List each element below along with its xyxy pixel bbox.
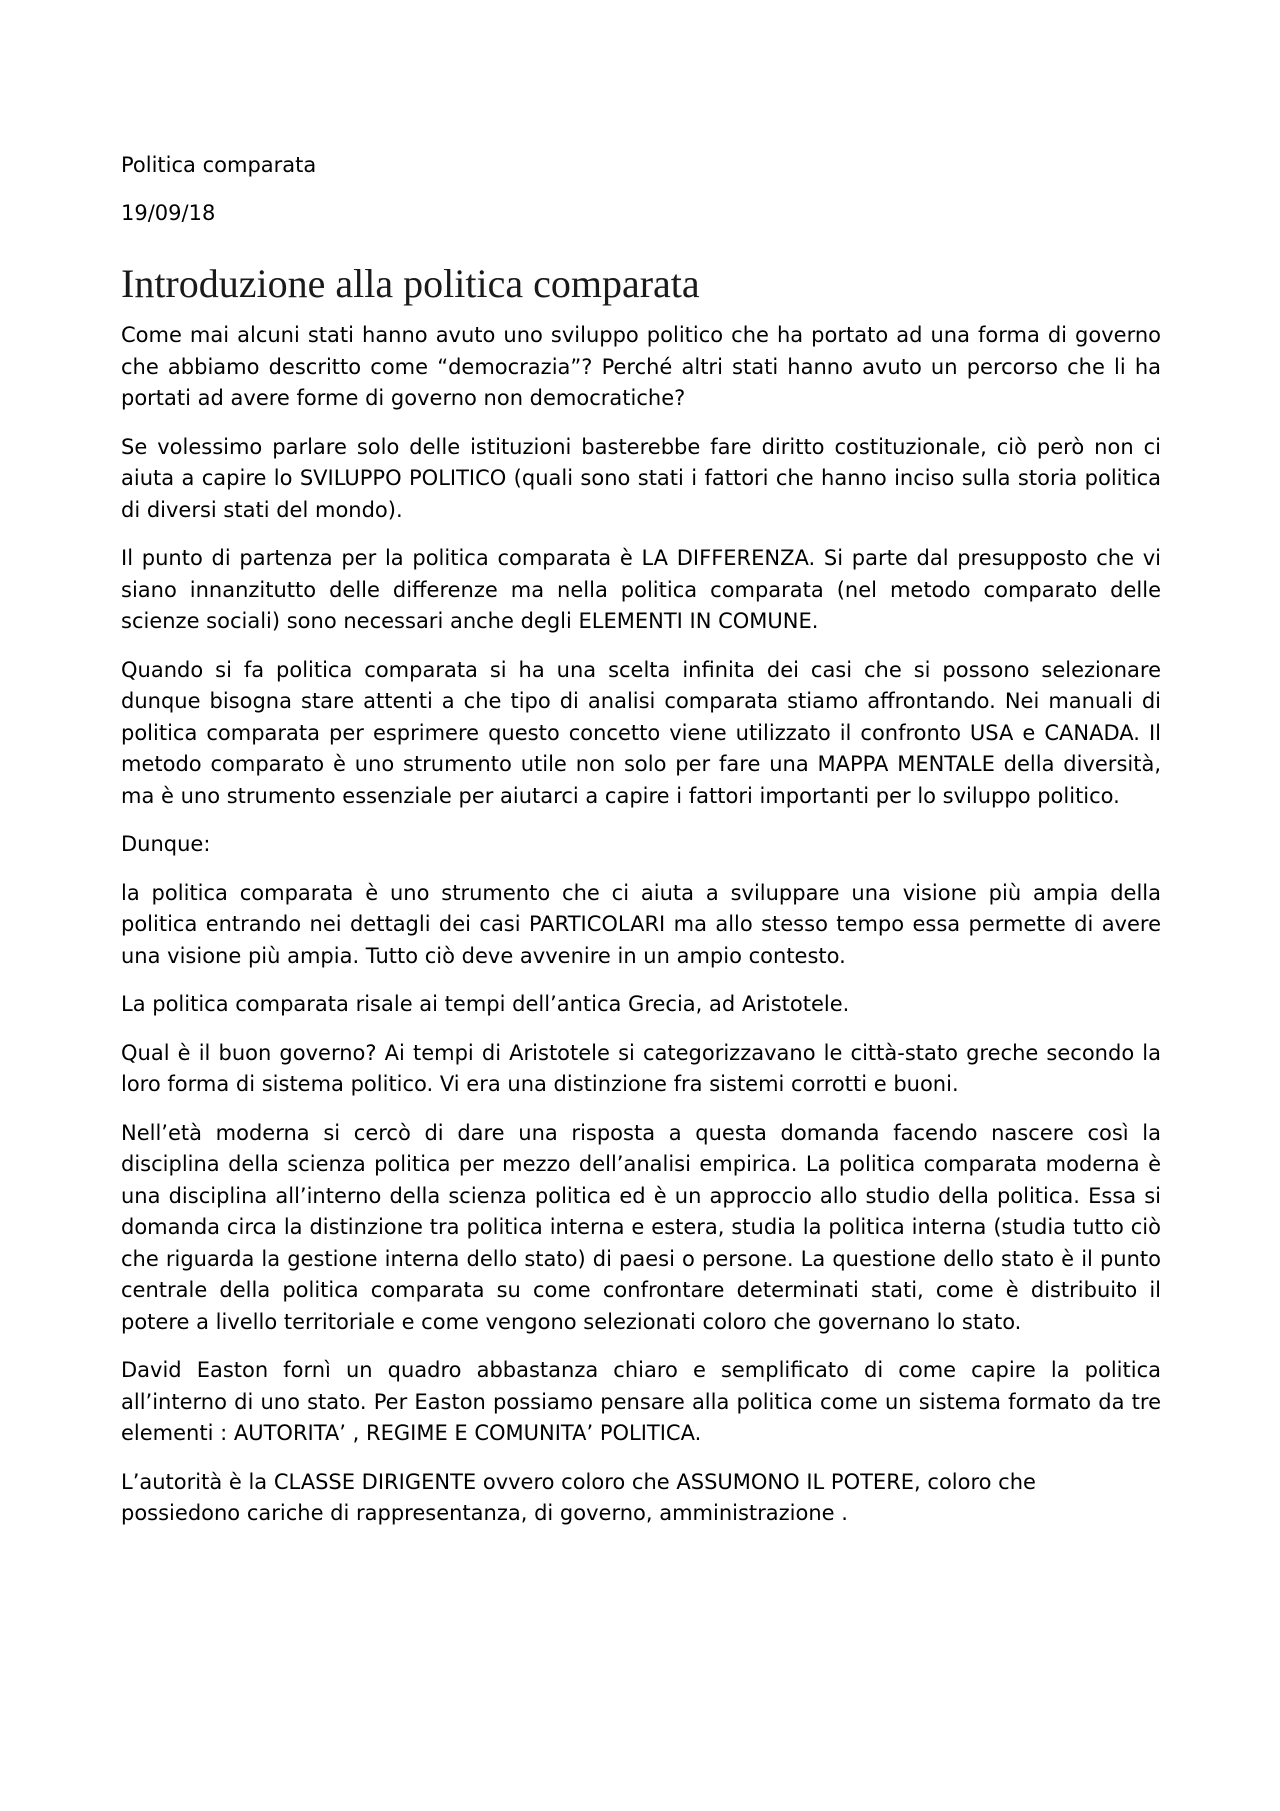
paragraph-broad-vision: la politica comparata è uno strumento che ci aiuta a sviluppare una visione più ampia della politica entrando nei dettagli dei casi PARTICOLARI ma allo stesso tempo essa permette di avere una visione più ampia. Tutto ciò deve avvenire in un ampio contesto. (121, 880, 1161, 968)
paragraph-dunque: Dunque: (121, 832, 211, 856)
paragraph-aristotle: La politica comparata risale ai tempi dell’antica Grecia, ad Aristotele. (121, 992, 850, 1016)
course-name: Politica comparata (121, 153, 317, 177)
paragraph-case-selection: Quando si fa politica comparata si ha una scelta infinita dei casi che si possono selezionare dunque bisogna stare attenti a che tipo di analisi comparata stiamo affrontando. Nei manuali di politica comparata per esprimere questo concetto viene utilizzato il confronto USA e CANADA. Il metodo comparato è uno strumento utile non solo per fare una MAPPA MENTALE della diversità, ma è uno strumento essenziale per aiutarci a capire i fattori importanti per lo sviluppo politico. (121, 657, 1161, 808)
paragraph-authority: L’autorità è la CLASSE DIRIGENTE ovvero coloro che ASSUMONO IL POTERE, coloro che possiedono cariche di rappresentanza, di governo, amministrazione . (121, 1469, 1036, 1525)
paragraph-intro-question: Come mai alcuni stati hanno avuto uno sviluppo politico che ha portato ad una forma di governo che abbiamo descritto come “democrazia”? Perché altri stati hanno avuto un percorso che li ha portati ad avere forme di governo non democratiche? (121, 323, 1161, 410)
lecture-date: 19/09/18 (121, 201, 216, 225)
document-title: Introduzione alla politica comparata (121, 261, 700, 306)
document-body (121, 150, 1161, 1547)
paragraph-institutions: Se volessimo parlare solo delle istituzioni basterebbe fare diritto costituzionale, ciò però non ci aiuta a capire lo SVILUPPO POLITICO (quali sono stati i fattori che hanno inciso sulla storia politica di diversi stati del mondo). (121, 434, 1161, 522)
paragraph-good-government: Qual è il buon governo? Ai tempi di Aristotele si categorizzavano le città-stato greche secondo la loro forma di sistema politico. Vi era una distinzione fra sistemi corrotti e buoni. (121, 1040, 1161, 1096)
paragraph-difference: Il punto di partenza per la politica comparata è LA DIFFERENZA. Si parte dal presupposto che vi siano innanzitutto delle differenze ma nella politica comparata (nel metodo comparato delle scienze sociali) sono necessari anche degli ELEMENTI IN COMUNE. (121, 546, 1161, 633)
paragraph-david-easton: David Easton fornì un quadro abbastanza chiaro e semplificato di come capire la politica all’interno di uno stato. Per Easton possiamo pensare alla politica come un sistema formato da tre elementi : AUTORITA’ , REGIME E COMUNITA’ POLITICA. (121, 1358, 1161, 1445)
paragraph-modern-age: Nell’età moderna si cercò di dare una risposta a questa domanda facendo nascere così la disciplina della scienza politica per mezzo dell’analisi empirica. La politica comparata moderna è una disciplina all’interno della scienza politica ed è un approccio allo studio della politica. Essa si domanda circa la distinzione tra politica interna e estera, studia la politica interna (studia tutto ciò che riguarda la gestione interna dello stato) di paesi o persone. La questione dello stato è il punto centrale della politica comparata su come confrontare determinati stati, come è distribuito il potere a livello territoriale e come vengono selezionati coloro che governano lo stato. (121, 1120, 1161, 1334)
